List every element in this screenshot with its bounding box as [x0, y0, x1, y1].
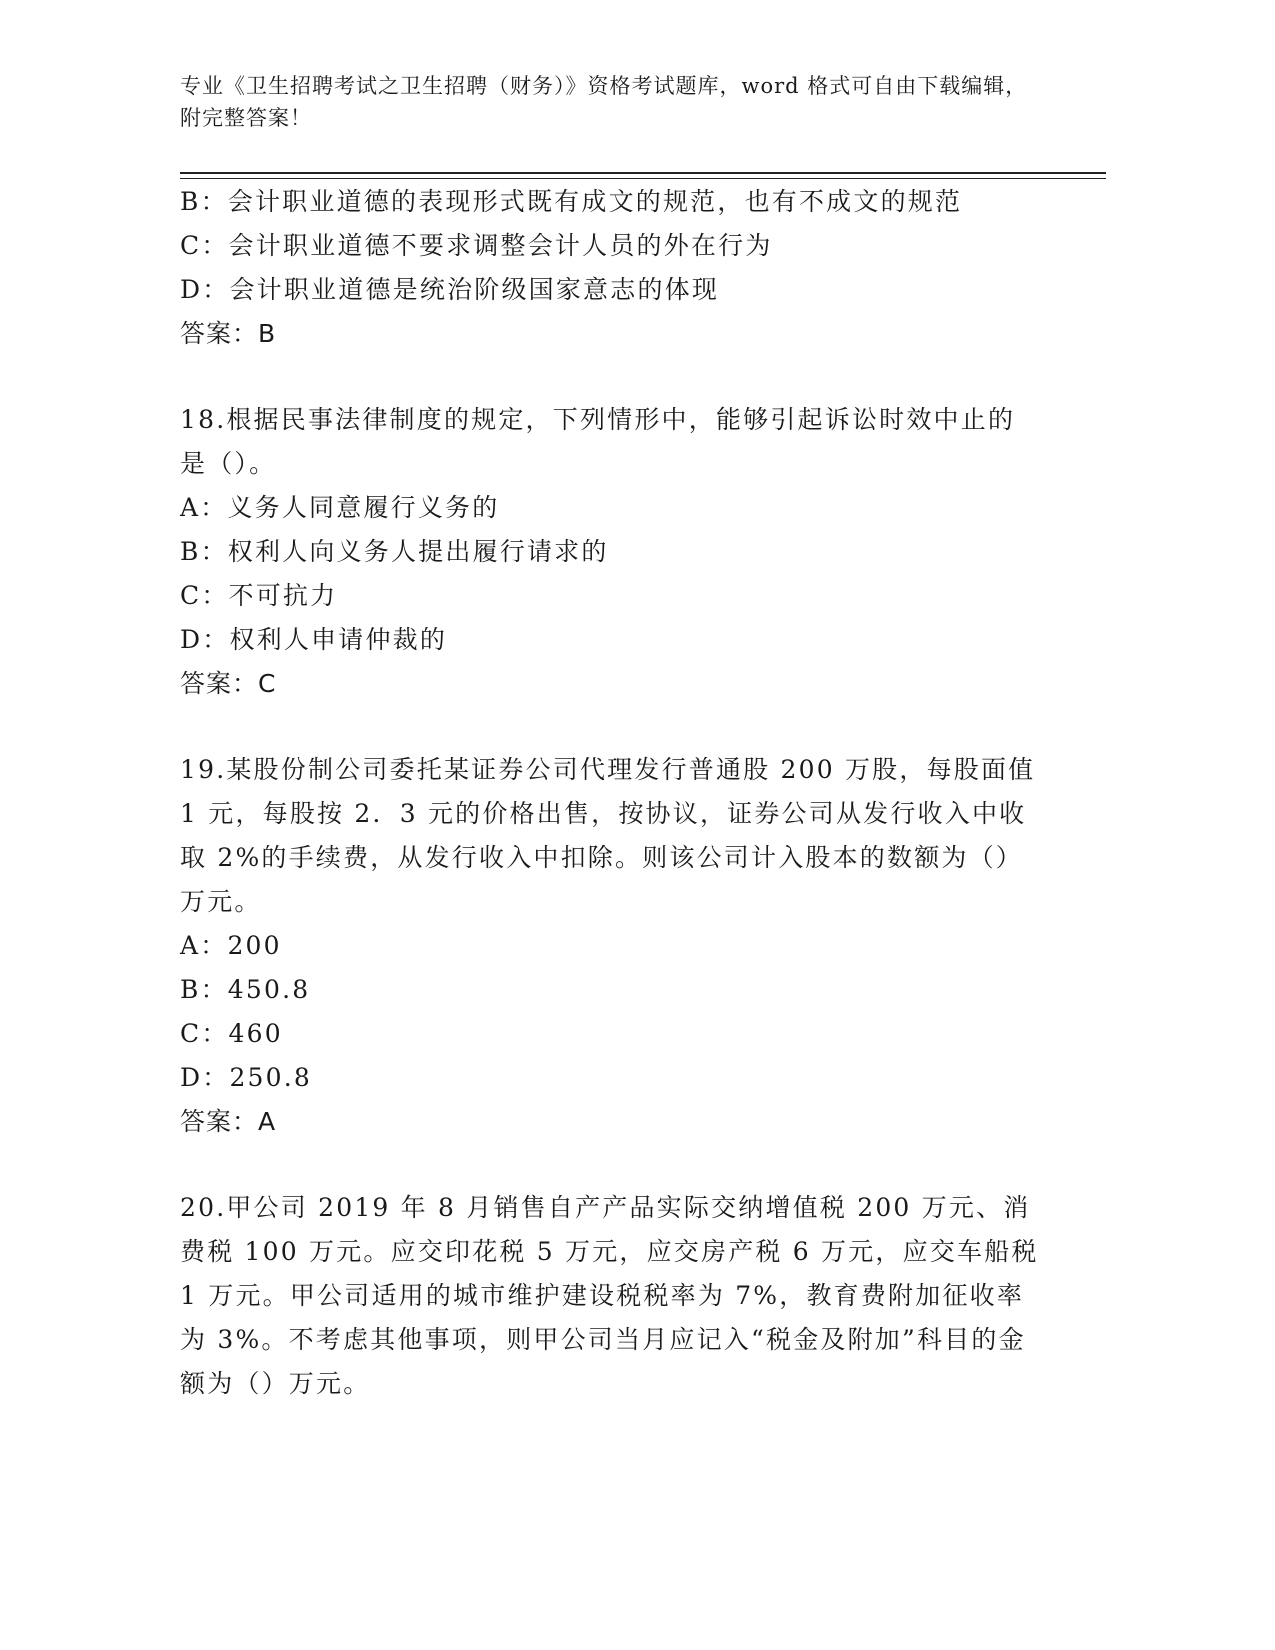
- header-rule-thick: [180, 172, 1106, 174]
- option-c: C：会计职业道德不要求调整会计人员的外在行为: [180, 231, 773, 260]
- header-rule-thin: [180, 178, 1106, 179]
- question-text: 20.甲公司 2019 年 8 月销售自产产品实际交纳增值税 200 万元、消费税 100 万元。应交印花税 5 万元，应交房产税 6 万元，应交车船税 1 万元。甲公司适用的城市维护建设税税率为 7%，教育费附加征收率为 3%。不考虑其他事项，则甲公司当月应记入“税金及附加”科目的金额为（）万元。: [180, 1193, 1039, 1398]
- option-a: A：200: [180, 931, 282, 960]
- option-c: C：460: [180, 1019, 283, 1048]
- question-text: 18.根据民事法律制度的规定，下列情形中，能够引起诉讼时效中止的是（）。: [180, 405, 1016, 478]
- spacer: [180, 1144, 1040, 1186]
- question-text: 19.某股份制公司委托某证券公司代理发行普通股 200 万股，每股面值 1 元，每股按 2．3 元的价格出售，按协议，证券公司从发行收入中收取 2%的手续费，从发行收入中扣除。则该公司计入股本的数额为（）万元。: [180, 755, 1036, 916]
- option-d: D：会计职业道德是统治阶级国家意志的体现: [180, 275, 720, 304]
- spacer: [180, 356, 1040, 398]
- spacer: [180, 706, 1040, 748]
- option-c: C：不可抗力: [180, 581, 338, 610]
- option-b: B：会计职业道德的表现形式既有成文的规范，也有不成文的规范: [180, 187, 963, 216]
- answer-line: 答案：C: [180, 669, 277, 698]
- header-text: 专业《卫生招聘考试之卫生招聘（财务）》资格考试题库，word 格式可自由下载编辑，附完整答案！: [180, 74, 1028, 130]
- option-b: B：450.8: [180, 975, 311, 1004]
- question-content: [180, 180, 1040, 1406]
- question-20: [180, 1186, 1040, 1406]
- question-17-remainder: [180, 180, 1040, 356]
- document-header: [180, 70, 1040, 134]
- option-d: D：权利人申请仲裁的: [180, 625, 448, 654]
- option-d: D：250.8: [180, 1063, 313, 1092]
- question-19: [180, 748, 1040, 1144]
- option-a: A：义务人同意履行义务的: [180, 493, 500, 522]
- answer-line: 答案：A: [180, 1107, 277, 1136]
- question-18: [180, 398, 1040, 706]
- option-b: B：权利人向义务人提出履行请求的: [180, 537, 609, 566]
- answer-line: 答案：B: [180, 319, 277, 348]
